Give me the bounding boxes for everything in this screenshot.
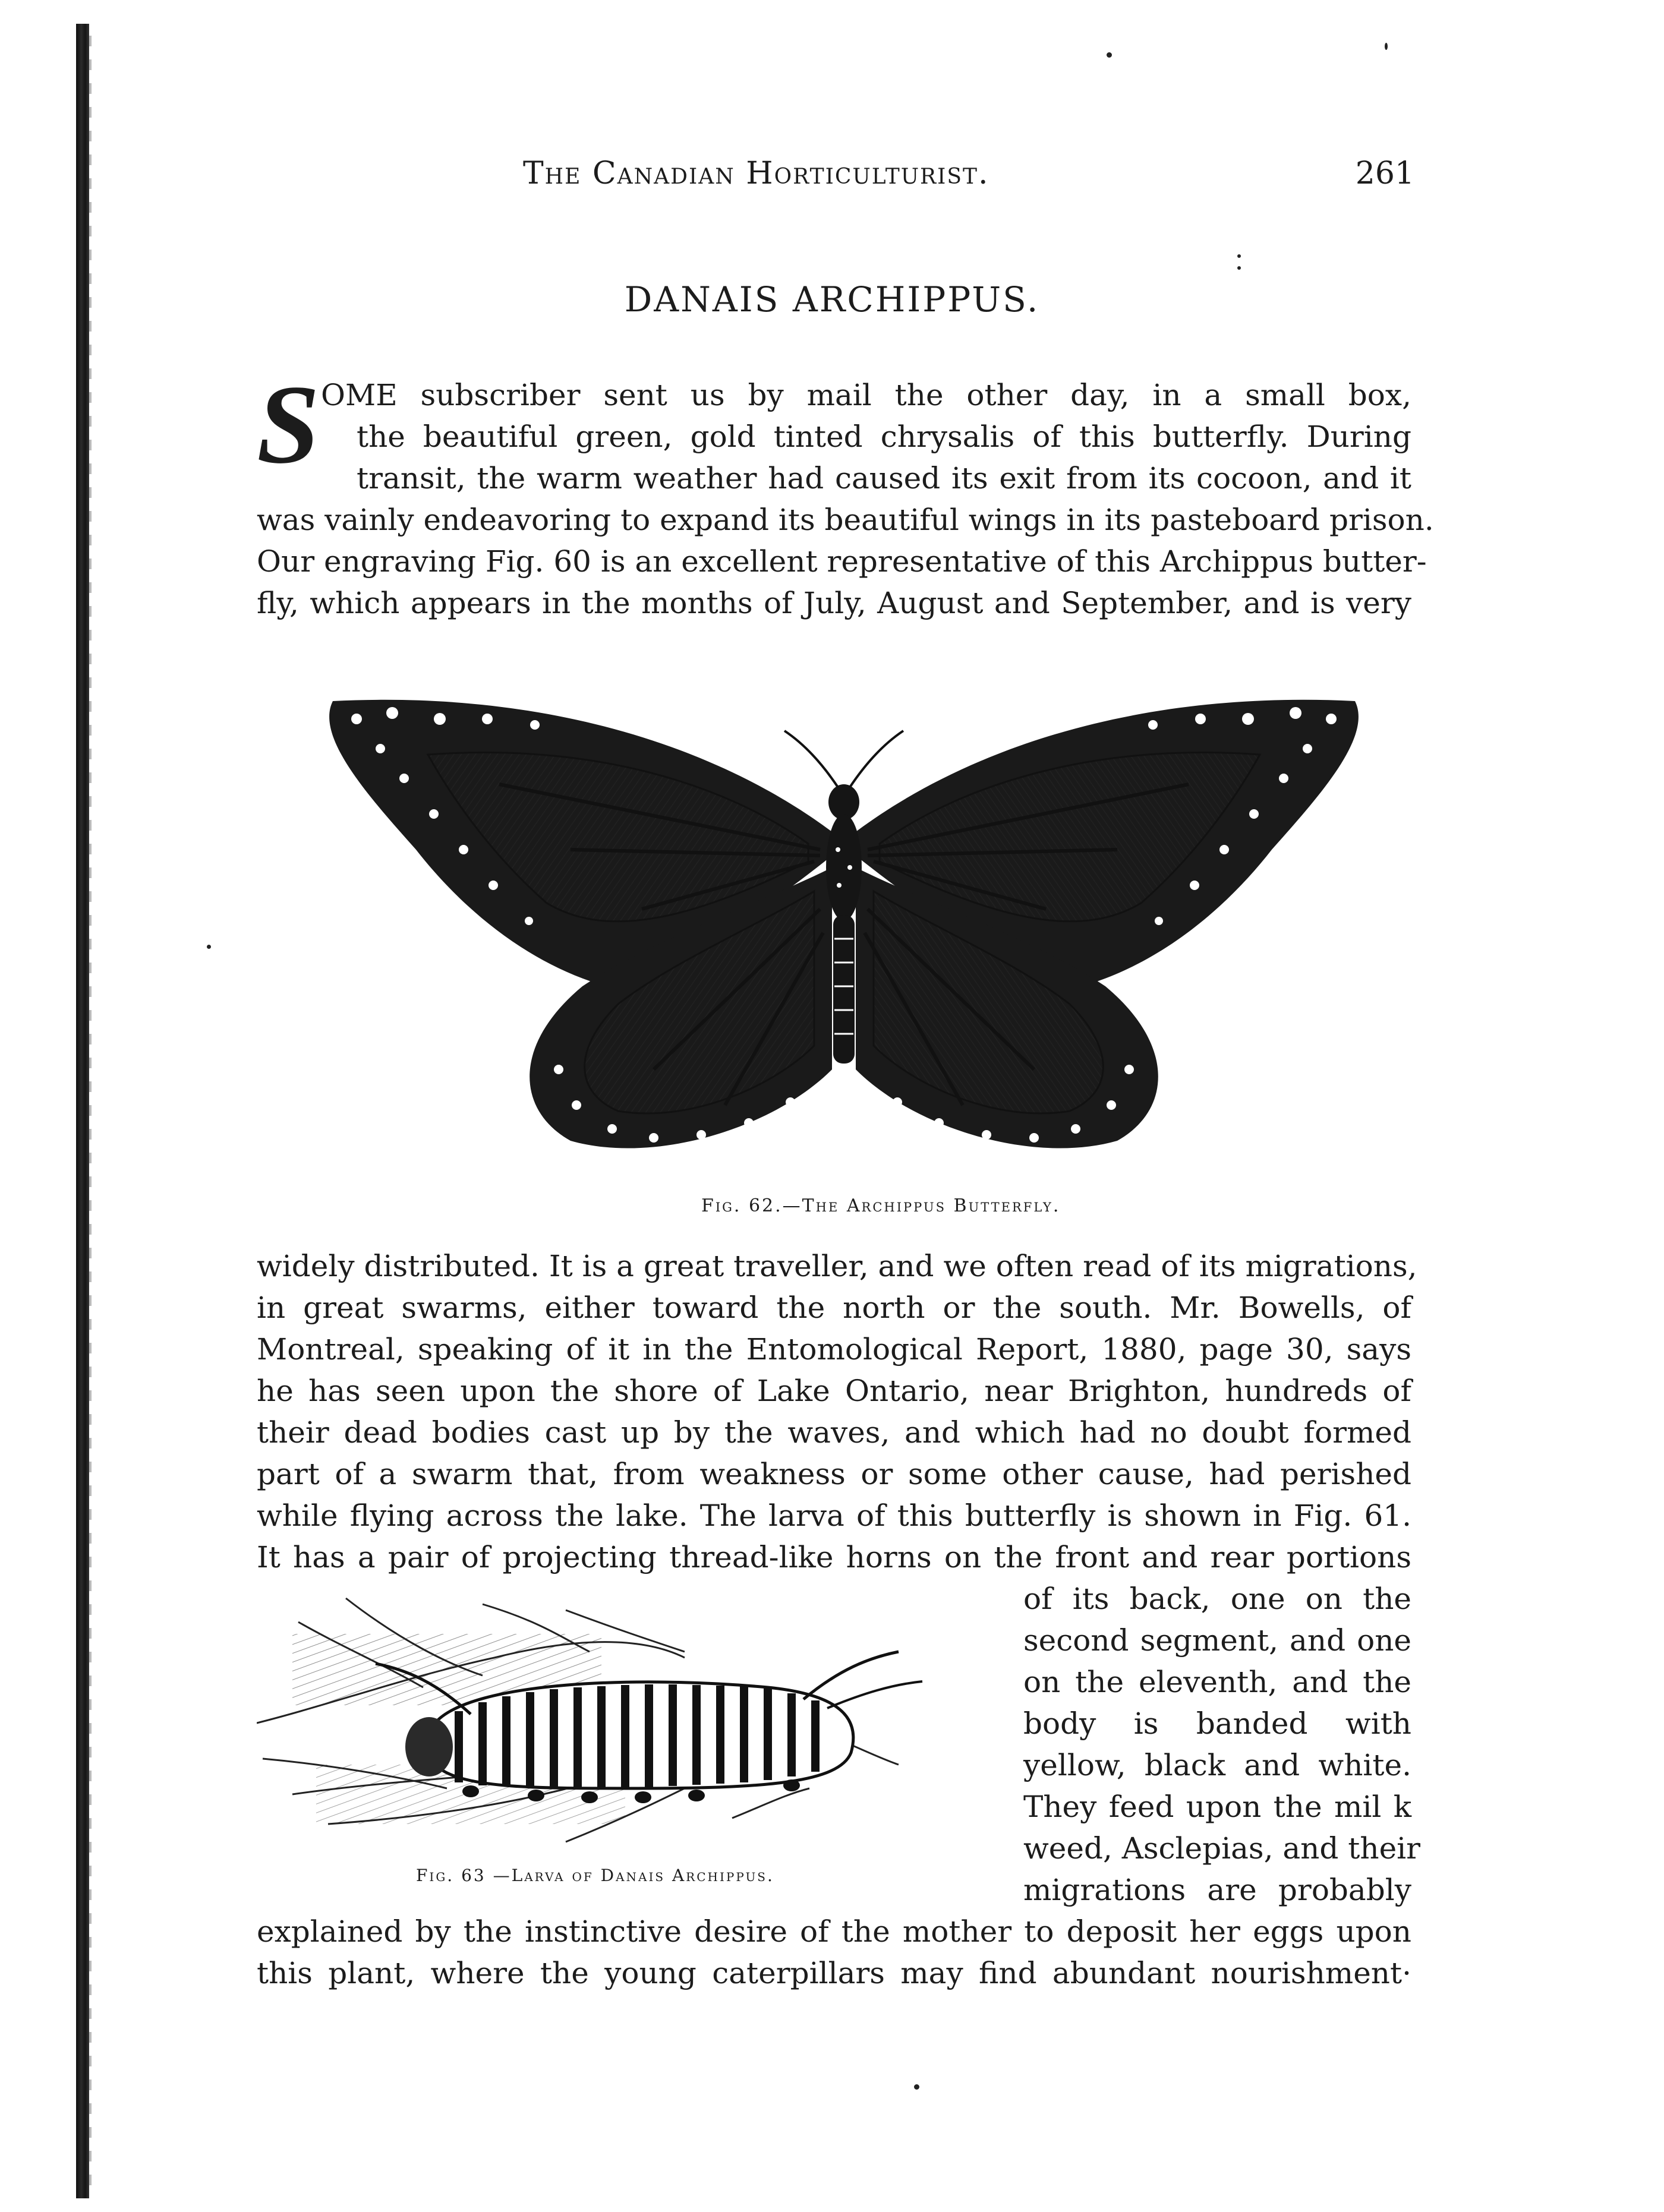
body-line: second segment, and one <box>1023 1623 1411 1658</box>
body-line: the beautiful green, gold tinted chrysalis of this butterfly. During <box>357 419 1411 454</box>
body-line: this plant, where the young caterpillars may find abundant nourishment· <box>257 1956 1411 1990</box>
body-line: body is banded with <box>1023 1706 1411 1741</box>
body-line: he has seen upon the shore of Lake Ontario, near Brighton, hundreds of <box>257 1374 1411 1408</box>
print-speck <box>1237 266 1241 270</box>
body-line: transit, the warm weather had caused its exit from its cocoon, and it <box>357 461 1411 496</box>
page-gutter-edge <box>89 36 92 2186</box>
running-head: The Canadian Horticulturist. <box>523 156 989 191</box>
print-speck <box>1385 43 1388 50</box>
drop-cap: S <box>257 362 320 487</box>
body-line: Montreal, speaking of it in the Entomological Report, 1880, page 30, says <box>257 1332 1411 1367</box>
larva-engraving <box>257 1586 994 1848</box>
body-line: yellow, black and white. <box>1023 1748 1411 1782</box>
body-line: OME subscriber sent us by mail the other day, in a small box, <box>321 378 1411 412</box>
page-header <box>523 156 1414 197</box>
body-line: of its back, one on the <box>1023 1582 1411 1616</box>
book-spine-shadow <box>76 24 89 2198</box>
body-line: on the eleventh, and the <box>1023 1665 1411 1699</box>
figure-caption-butterfly: Fig. 62.—The Archippus Butterfly. <box>701 1195 1061 1216</box>
print-speck <box>207 945 211 949</box>
body-line: migrations are probably <box>1023 1873 1411 1907</box>
butterfly-engraving <box>321 654 1367 1165</box>
print-speck <box>1107 52 1112 58</box>
print-speck <box>914 2084 919 2090</box>
body-line: part of a swarm that, from weakness or some other cause, had perished <box>257 1457 1411 1491</box>
article-title: DANAIS ARCHIPPUS. <box>624 279 1040 320</box>
body-line: It has a pair of projecting thread-like horns on the front and rear portions <box>257 1540 1411 1574</box>
page-number: 261 <box>1355 156 1414 191</box>
body-line: in great swarms, either toward the north or the south. Mr. Bowells, of <box>257 1290 1411 1325</box>
body-line: widely distributed. It is a great traveller, and we often read of its migrations, <box>257 1249 1417 1283</box>
print-speck <box>1237 254 1241 258</box>
body-line: weed, Asclepias, and their <box>1023 1831 1421 1866</box>
body-line: Our engraving Fig. 60 is an excellent representative of this Archippus butter- <box>257 544 1427 579</box>
body-line: fly, which appears in the months of July, August and September, and is very <box>257 586 1411 620</box>
body-line: They feed upon the mil k <box>1023 1790 1411 1824</box>
figure-caption-larva: Fig. 63 —Larva of Danais Archippus. <box>416 1866 774 1885</box>
body-line: while flying across the lake. The larva of this butterfly is shown in Fig. 61. <box>257 1498 1411 1533</box>
body-line: their dead bodies cast up by the waves, and which had no doubt formed <box>257 1415 1411 1450</box>
body-line: explained by the instinctive desire of the mother to deposit her eggs upon <box>257 1914 1411 1949</box>
body-line: was vainly endeavoring to expand its beautiful wings in its pasteboard prison. <box>257 503 1434 537</box>
